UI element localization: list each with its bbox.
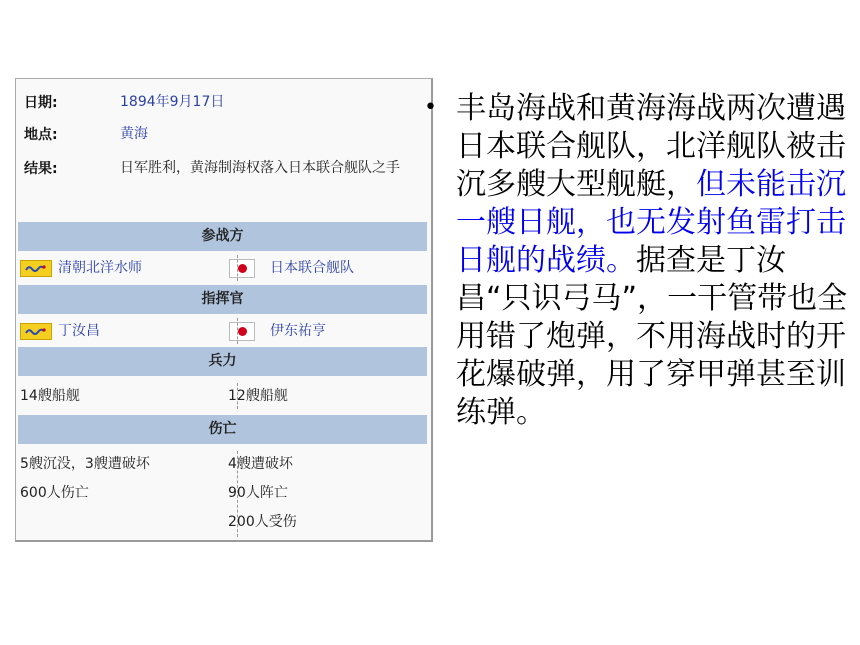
ding-ruchang-link[interactable]: 丁汝昌 [58, 323, 100, 339]
qing-flag-icon [20, 323, 52, 340]
column-divider [237, 383, 238, 409]
japan-flag-icon [229, 322, 255, 341]
qing-navy-link[interactable]: 清朝北洋水师 [58, 260, 142, 276]
ito-sukeyuki-link[interactable]: 伊东祐亨 [270, 323, 326, 339]
result-value: 日军胜利，黄海制海权落入日本联合舰队之手 [120, 160, 400, 176]
strength-right: 12艘船舰 [228, 388, 288, 404]
paragraph-part-1: 丰岛海战和黄海海战两次遭遇日本联合舰队，北洋舰队被击沉多艘大型舰艇， [456, 91, 846, 202]
qing-flag-icon [20, 260, 52, 277]
strength-header: 兵力 [18, 347, 427, 376]
bullet-point: • [424, 95, 437, 120]
dragon-icon [25, 264, 47, 274]
paragraph-highlight: 但未能击沉一艘日舰，也无发射鱼雷打击日舰的战绩。 [456, 167, 846, 278]
casualties-right-line: 200人受伤 [228, 514, 297, 530]
japan-flag-icon [229, 259, 255, 278]
dragon-icon [25, 327, 47, 337]
date-value-link[interactable]: 1894年9月17日 [120, 94, 225, 110]
casualties-header: 伤亡 [18, 415, 427, 444]
commanders-row [16, 316, 431, 346]
column-divider [237, 451, 238, 537]
result-row [16, 155, 431, 213]
place-value-link[interactable]: 黄海 [120, 126, 148, 142]
casualties-left-line: 5艘沉没，3艘遭破坏 [20, 456, 150, 472]
date-label: 日期: [24, 95, 58, 111]
commanders-header: 指挥官 [18, 285, 427, 314]
result-label: 结果: [24, 161, 58, 177]
strength-left: 14艘船舰 [20, 388, 80, 404]
casualties-row [16, 449, 431, 539]
column-divider [237, 255, 238, 281]
date-row [16, 89, 431, 116]
paragraph-part-3: 据查是丁汝昌“只识弓马”，一干管带也全用错了炮弹，不用海战时的开花爆破弹，用了穿甲弹甚至训练弹。 [456, 243, 848, 430]
casualties-left-line: 600人伤亡 [20, 485, 89, 501]
place-row [16, 121, 431, 148]
combatants-header: 参战方 [18, 222, 427, 251]
combatants-row [16, 253, 431, 283]
casualties-right-line: 90人阵亡 [228, 485, 288, 501]
battle-infobox [15, 78, 437, 542]
place-label: 地点: [24, 127, 58, 143]
japan-fleet-link[interactable]: 日本联合舰队 [270, 260, 354, 276]
slide-paragraph [456, 90, 856, 432]
casualties-right-line: 4艘遭破坏 [228, 456, 293, 472]
column-divider [237, 318, 238, 344]
strength-row [16, 381, 431, 411]
